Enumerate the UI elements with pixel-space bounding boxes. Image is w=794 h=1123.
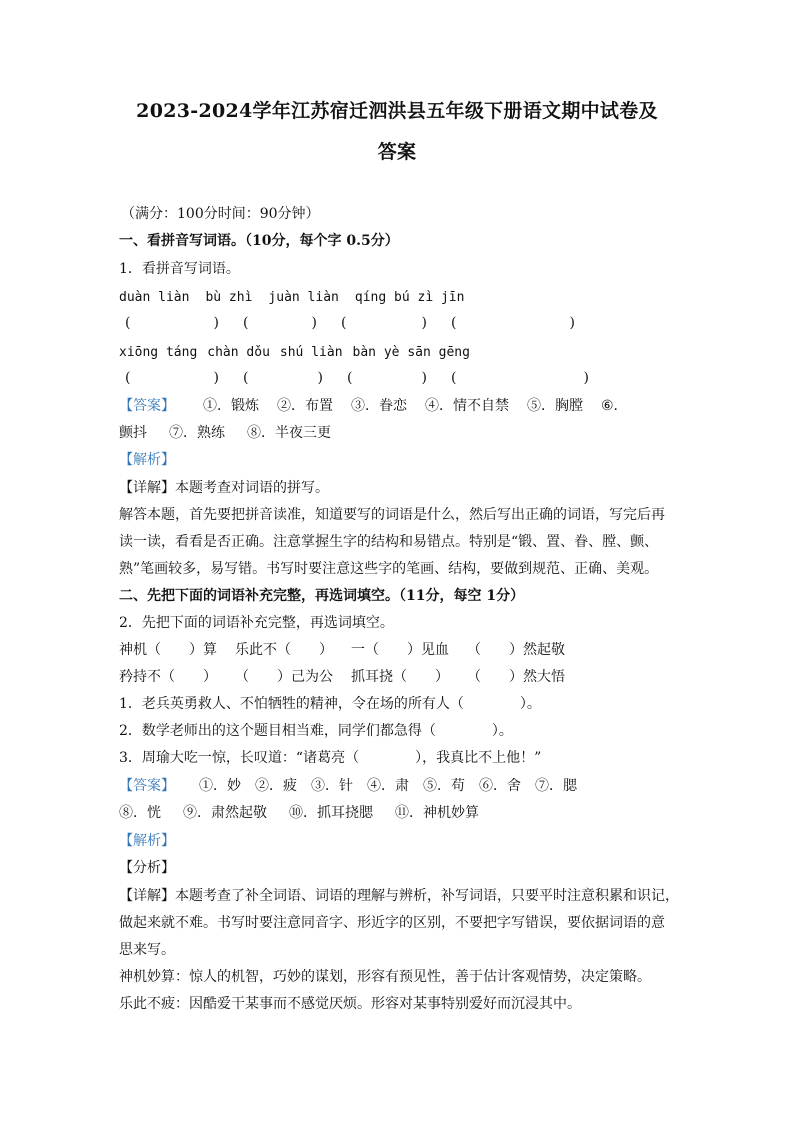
answer-item: ⑤．胸膛 — [527, 398, 583, 414]
detail-line: 【详解】本题考查了补全词语、词语的理解与辨析，补写词语，只要平时注意积累和识记， — [119, 888, 679, 904]
explain-line: 读一读，看看是否正确。注意掌握生字的结构和易错点。特别是“锻、置、眷、膛、颤、 — [119, 534, 659, 550]
sentence: 3．周瑜大吃一惊，长叹道：“诸葛亮（ ），我真比不上他！” — [119, 750, 542, 766]
q2-prompt: 2．先把下面的词语补充完整，再选词填空。 — [119, 615, 394, 631]
answer-item: ③．针 — [311, 778, 353, 794]
word-blank: （ ）己为公 — [235, 669, 333, 685]
words-row-1 — [119, 641, 565, 659]
explain-line: 解答本题，首先要把拼音读准，知道要写的词语是什么，然后写出正确的词语，写完后再 — [119, 507, 665, 523]
definition: 神机妙算：惊人的机智，巧妙的谋划，形容有预见性，善于估计客观情势，决定策略。 — [119, 969, 651, 985]
answer-item: ④．肃 — [367, 778, 409, 794]
answer-blank[interactable]: ( ) — [243, 315, 317, 331]
word-blank: 矜持不（ ） — [119, 669, 217, 685]
answer-item: ⑩．抓耳挠腮 — [289, 805, 373, 821]
section2-heading: 二、先把下面的词语补充完整，再选词填空。（11分，每空 1分） — [119, 588, 525, 604]
word-blank: 神机（ ）算 — [119, 642, 217, 658]
answer-blank[interactable]: ( ) — [451, 315, 575, 331]
answer-item: ⑦．腮 — [535, 778, 577, 794]
detail-line: 【详解】本题考查对词语的拼写。 — [119, 480, 329, 496]
blank-row-2 — [125, 369, 589, 387]
blank-row-1 — [125, 314, 575, 332]
words-row-2 — [119, 668, 565, 686]
answer-item: ⑥． — [601, 398, 628, 414]
explain-line: 熟”笔画较多，易写错。书写时要注意这些字的笔画、结构，要做到规范、正确、美观。 — [119, 561, 659, 577]
answer-row-2 — [119, 424, 331, 442]
pinyin: shú liàn — [279, 345, 343, 360]
word-blank: （ ）然大悟 — [467, 669, 565, 685]
fenxi-label: 【分析】 — [119, 860, 175, 876]
answer-item: ⑧．半夜三更 — [247, 425, 331, 441]
answer-item: ⑦．熟练 — [169, 425, 225, 441]
answer-item: ②．布置 — [277, 398, 333, 414]
answer-item: ②．疲 — [255, 778, 297, 794]
answer-blank[interactable]: ( ) — [347, 370, 427, 386]
sentence: 2．数学老师出的这个题目相当难，同学们都急得（ ）。 — [119, 723, 513, 739]
doc-title-line1: 2023-2024学年江苏宿迁泗洪县五年级下册语文期中试卷及 — [136, 100, 658, 122]
word-blank: 抓耳挠（ ） — [351, 669, 449, 685]
answer-blank[interactable]: ( ) — [451, 370, 589, 386]
definition: 乐此不疲：因酷爱干某事而不感觉厌烦。形容对某事特别爱好而沉浸其中。 — [119, 996, 581, 1012]
pinyin-row-2 — [119, 344, 470, 362]
answer-label: 【答案】 — [119, 398, 175, 414]
answer-row-2 — [119, 804, 479, 822]
answer-item: ①．妙 — [199, 778, 241, 794]
word-blank: 乐此不（ ） — [235, 642, 333, 658]
answer-blank[interactable]: ( ) — [341, 315, 427, 331]
answer-item: ⑨．肃然起敬 — [183, 805, 267, 821]
pinyin: qíng bú zì jīn — [354, 290, 465, 305]
pinyin-row-1 — [119, 289, 464, 307]
answer-row-1 — [119, 777, 577, 795]
answer-item: ⑪．神机妙算 — [395, 805, 479, 821]
exam-meta: （满分：100分时间：90分钟） — [121, 206, 320, 222]
pinyin: juàn liàn — [268, 290, 339, 305]
word-blank: （ ）然起敬 — [467, 642, 565, 658]
answer-item: ③．眷恋 — [351, 398, 407, 414]
pinyin: xiōng táng — [119, 345, 198, 360]
word-blank: 一（ ）见血 — [351, 642, 449, 658]
pinyin: duàn liàn — [119, 290, 190, 305]
pinyin: chàn dǒu — [207, 345, 270, 360]
answer-row-1 — [119, 397, 628, 415]
answer-item: ⑥．舍 — [479, 778, 521, 794]
section1-heading: 一、看拼音写词语。（10分，每个字 0.5分） — [119, 233, 399, 249]
analysis-label: 【解析】 — [119, 833, 175, 849]
answer-label: 【答案】 — [119, 778, 175, 794]
answer-blank[interactable]: ( ) — [243, 370, 323, 386]
pinyin: bàn yè sān gēng — [352, 345, 470, 360]
answer-item: ⑧．恍 — [119, 805, 161, 821]
detail-line: 做起来就不难。书写时要注意同音字、形近字的区别，不要把字写错误，要依据词语的意 — [119, 915, 665, 931]
analysis-label: 【解析】 — [119, 452, 175, 468]
answer-item: ①．锻炼 — [203, 398, 259, 414]
answer-item: 颤抖 — [119, 425, 147, 441]
answer-blank[interactable]: ( ) — [125, 315, 219, 331]
q1-prompt: 1．看拼音写词语。 — [119, 261, 240, 277]
answer-blank[interactable]: ( ) — [125, 370, 219, 386]
detail-line: 思来写。 — [119, 942, 175, 958]
doc-title-line2: 答案 — [377, 141, 417, 163]
answer-item: ⑤．苟 — [423, 778, 465, 794]
sentence: 1．老兵英勇救人、不怕牺牲的精神，令在场的所有人（ ）。 — [119, 696, 541, 712]
pinyin: bù zhì — [205, 290, 253, 305]
answer-item: ④．情不自禁 — [425, 398, 509, 414]
